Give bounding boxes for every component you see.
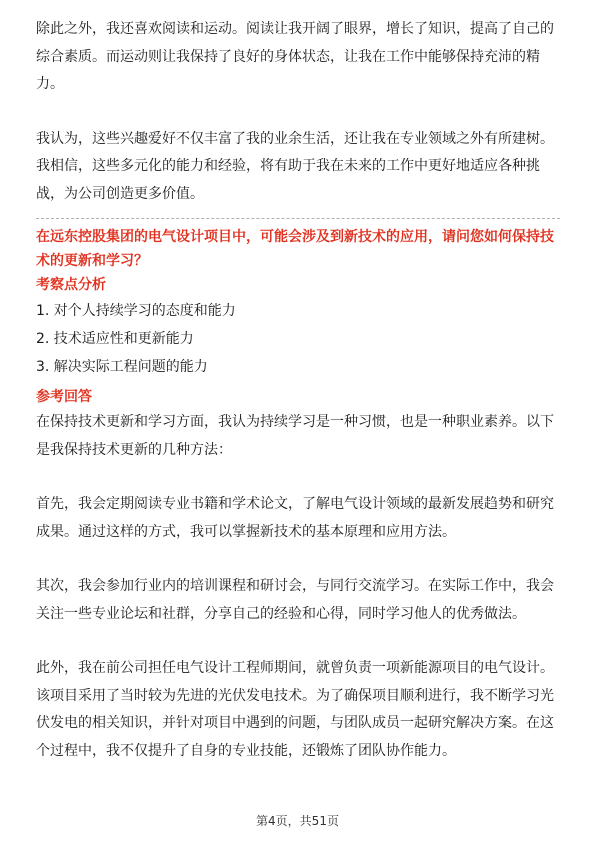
section-divider xyxy=(36,218,560,219)
document-page xyxy=(36,16,560,765)
answer-paragraph-3: 其次，我会参加行业内的培训课程和研讨会，与同行交流学习。在实际工作中，我会关注一些专业论坛和社群，分享自己的经验和心得，同时学习他人的优秀做法。 xyxy=(36,578,554,622)
analysis-item-2: 2. 技术适应性和更新能力 xyxy=(36,331,194,347)
interview-question: 在远东控股集团的电气设计项目中，可能会涉及到新技术的应用，请问您如何保持技术的更新和学习？ xyxy=(36,229,554,269)
answer-paragraph-4: 此外，我在前公司担任电气设计工程师期间，就曾负责一项新能源项目的电气设计。该项目采用了当时较为先进的光伏发电技术。为了确保项目顺利进行，我不断学习光伏发电的相关知识，并针对项目中遇到的问题，与团队成员一起研究解决方案。在这个过程中，我不仅提升了自身的专业技能，还锻炼了团队协作能力。 xyxy=(36,660,554,759)
answer-heading: 参考回答 xyxy=(36,389,92,405)
answer-paragraph-2: 首先，我会定期阅读专业书籍和学术论文，了解电气设计领域的最新发展趋势和研究成果。通过这样的方式，我可以掌握新技术的基本原理和应用方法。 xyxy=(36,496,554,540)
analysis-item-1: 1. 对个人持续学习的态度和能力 xyxy=(36,303,236,319)
page-number: 第4页，共51页 xyxy=(256,814,339,828)
analysis-item-3: 3. 解决实际工程问题的能力 xyxy=(36,359,208,375)
analysis-heading: 考察点分析 xyxy=(36,277,106,293)
answer-paragraph-1: 在保持技术更新和学习方面，我认为持续学习是一种习惯，也是一种职业素养。以下是我保持技术更新的几种方法： xyxy=(36,414,554,458)
intro-paragraph-1: 除此之外，我还喜欢阅读和运动。阅读让我开阔了眼界，增长了知识，提高了自己的综合素质。而运动则让我保持了良好的身体状态，让我在工作中能够保持充沛的精力。 xyxy=(36,21,554,92)
intro-paragraph-2: 我认为，这些兴趣爱好不仅丰富了我的业余生活，还让我在专业领域之外有所建树。我相信，这些多元化的能力和经验，将有助于我在未来的工作中更好地适应各种挑战，为公司创造更多价值。 xyxy=(36,130,554,202)
